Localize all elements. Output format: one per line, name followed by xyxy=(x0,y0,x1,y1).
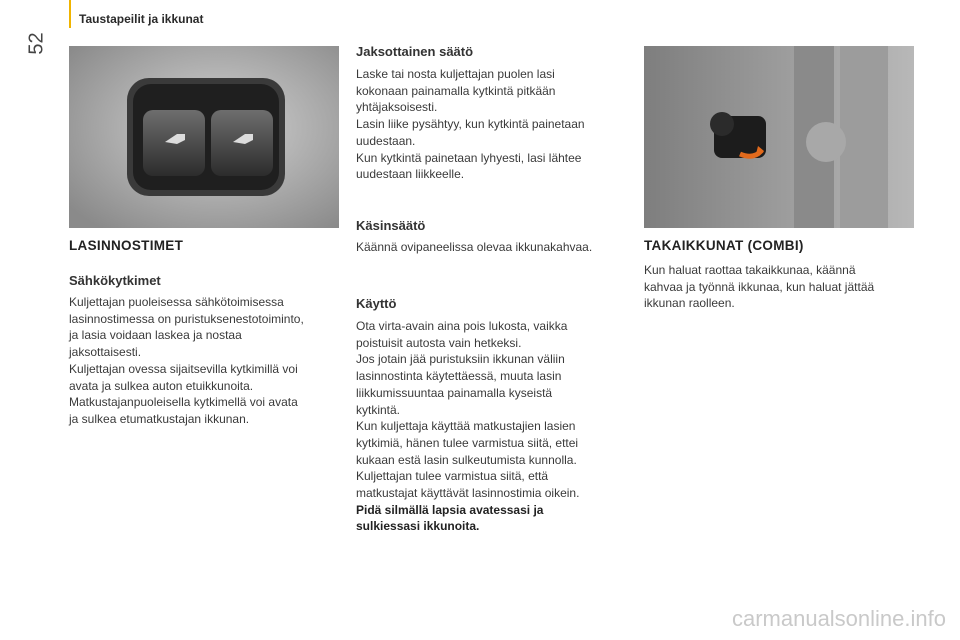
text-line: uudestaan. xyxy=(356,133,416,148)
text-line: lasinnostimessa on puristuksenestotoiminto, xyxy=(69,311,304,326)
heading-kasinsaato: Käsinsäätö xyxy=(356,218,426,233)
bold-warning-line: sulkiessasi ikkunoita. xyxy=(356,519,480,534)
text-line: Kuljettajan puoleisessa sähkötoimisessa xyxy=(69,295,284,309)
heading-takaikkunat: TAKAIKKUNAT (COMBI) xyxy=(644,238,804,253)
text-line: yhtäjaksoisesti. xyxy=(356,100,438,115)
text-line: lasinnostinta käytettäessä, muuta lasin xyxy=(356,369,562,384)
subheading-sahkokytkimet: Sähkökytkimet xyxy=(69,273,161,288)
text-line: kytkimiä, hänen tulee varmistua siitä, ettei xyxy=(356,435,579,450)
header-accent-bar xyxy=(69,0,71,28)
text-line: ja lasia voidaan laskea ja nostaa xyxy=(69,328,242,343)
text-line: kokonaan painamalla kytkintä pitkään xyxy=(356,83,556,98)
rear-window-latch-photo xyxy=(644,46,914,228)
text-line: kytkintä. xyxy=(356,402,401,417)
text-line: Kuljettajan ovessa sijaitsevilla kytkimillä voi xyxy=(69,361,298,376)
bold-warning-line: Pidä silmällä lapsia avatessasi ja xyxy=(356,502,544,517)
kasinsaato-paragraph xyxy=(356,239,592,256)
text-line: Laske tai nosta kuljettajan puolen lasi xyxy=(356,67,555,81)
watermark-link[interactable]: carmanualsonline.info xyxy=(731,606,946,631)
text-line: uudestaan liikkeelle. xyxy=(356,167,465,182)
text-line: Ota virta-avain aina pois lukosta, vaikka xyxy=(356,319,568,333)
heading-lasinnostimet: LASINNOSTIMET xyxy=(69,238,184,253)
section-title: Taustapeilit ja ikkunat xyxy=(79,12,204,26)
window-switch-photo xyxy=(69,46,339,228)
text-line: kukaan estä lasin sulkeutumista kunnolla. xyxy=(356,452,577,467)
page-number: 52 xyxy=(25,32,48,55)
text-line: poistuisit autosta vain hetkeksi. xyxy=(356,335,522,350)
takaikkunat-paragraph xyxy=(644,262,874,312)
left-paragraph xyxy=(69,294,304,428)
text-line: kahvaa ja työnnä ikkunaa, kun haluat jättää xyxy=(644,279,875,294)
jaksottainen-paragraph xyxy=(356,66,585,183)
text-line: Kun kuljettaja käyttää matkustajien lasien xyxy=(356,419,576,434)
text-line: ikkunan raolleen. xyxy=(644,296,735,311)
text-line: matkustajat käyttävät lasinnostimia oikein. xyxy=(356,486,580,501)
text-line: liikkumissuuntaa painamalla kyseistä xyxy=(356,385,553,400)
text-line: Matkustajanpuoleisella kytkimellä voi avata xyxy=(69,395,298,410)
text-line: Lasin liike pysähtyy, kun kytkintä painetaan xyxy=(356,117,585,132)
text-line: jaksottaisesti. xyxy=(69,345,142,360)
text-line: Kun kytkintä painetaan lyhyesti, lasi lähtee xyxy=(356,150,582,165)
text-line: Jos jotain jää puristuksiin ikkunan väliin xyxy=(356,352,565,367)
text-line: Kuljettajan tulee varmistua siitä, että xyxy=(356,469,549,484)
text-line: avata ja sulkea auton etuikkunoita. xyxy=(69,378,254,393)
heading-jaksottainen-saato: Jaksottainen säätö xyxy=(356,44,474,59)
text-line: Kun haluat raottaa takaikkunaa, käännä xyxy=(644,263,856,277)
text-line: Käännä ovipaneelissa olevaa ikkunakahvaa. xyxy=(356,240,593,254)
kaytto-paragraph xyxy=(356,318,579,535)
heading-kaytto: Käyttö xyxy=(356,296,397,311)
text-line: ja sulkea etumatkustajan ikkunan. xyxy=(69,411,250,426)
